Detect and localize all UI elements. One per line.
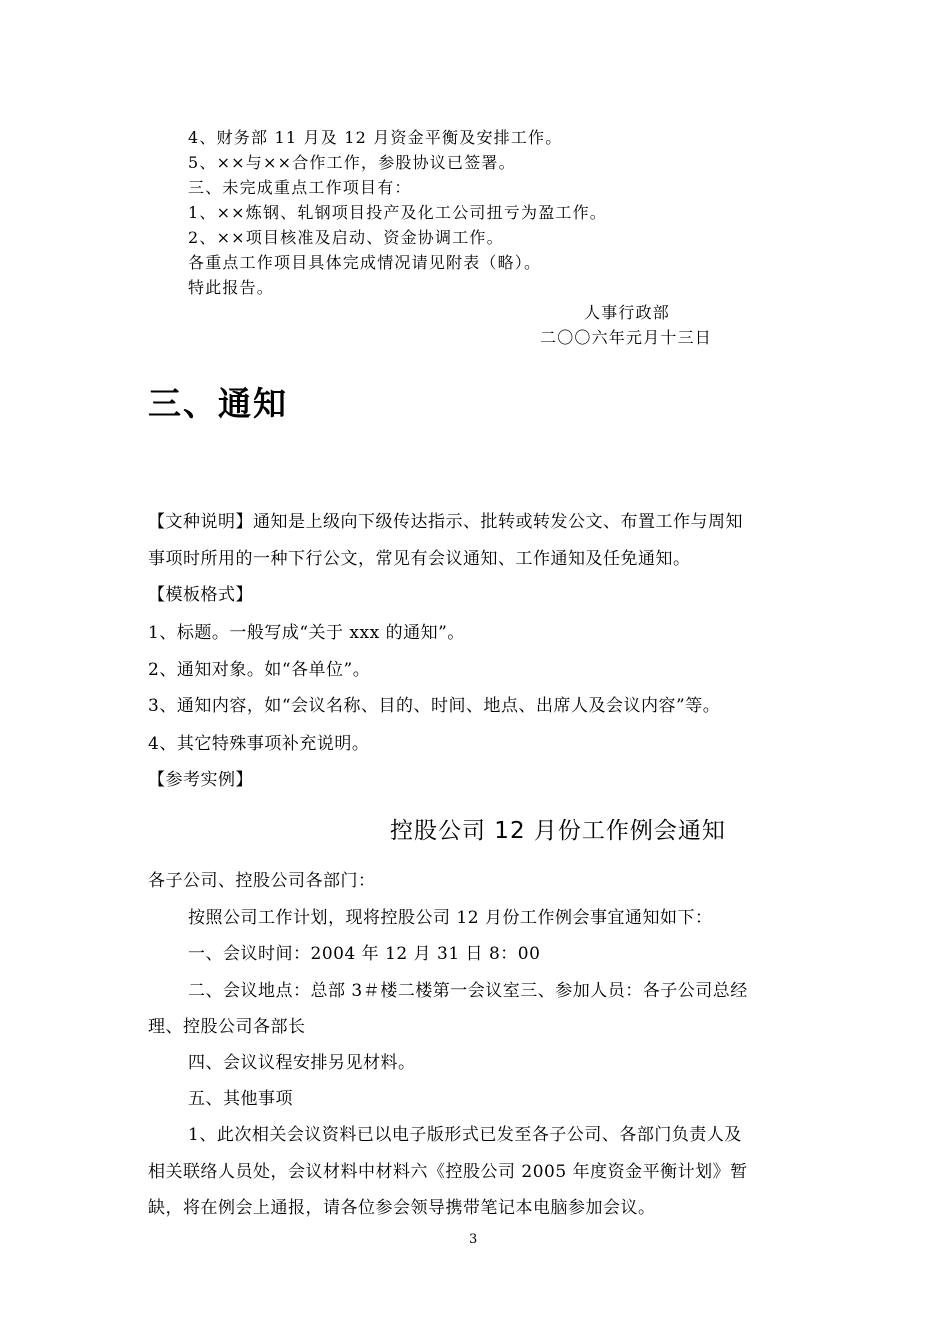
example-line: 二、会议地点：总部 3＃楼二楼第一会议室三、参加人员：各子公司总经 — [188, 981, 748, 1001]
report-line: 4、财务部 11 月及 12 月资金平衡及安排工作。 — [188, 128, 563, 147]
template-item: 4、其它特殊事项补充说明。 — [148, 734, 370, 754]
report-closing: 特此报告。 — [188, 278, 275, 297]
example-line: 理、控股公司各部长 — [148, 1017, 306, 1037]
example-title: 控股公司 12 月份工作例会通知 — [390, 818, 726, 844]
signature-department: 人事行政部 — [584, 303, 671, 322]
page-number: 3 — [469, 1232, 478, 1247]
template-item: 3、通知内容，如“会议名称、目的、时间、地点、出席人及会议内容”等。 — [148, 696, 721, 716]
example-line: 一、会议时间：2004 年 12 月 31 日 8：00 — [188, 944, 541, 964]
example-line: 相关联络人员处，会议材料中材料六《控股公司 2005 年度资金平衡计划》暂 — [148, 1162, 748, 1182]
example-line: 按照公司工作计划，现将控股公司 12 月份工作例会事宜通知如下： — [188, 908, 713, 928]
report-line: 5、××与××合作工作，参股协议已签署。 — [188, 153, 516, 172]
report-line: 2、××项目核准及启动、资金协调工作。 — [188, 228, 504, 247]
example-line: 1、此次相关会议资料已以电子版形式已发至各子公司、各部门负责人及 — [188, 1125, 742, 1145]
explanation-line: 【文种说明】通知是上级向下级传达指示、批转或转发公文、布置工作与周知 — [148, 512, 743, 532]
example-line: 缺，将在例会上通报，请各位参会领导携带笔记本电脑参加会议。 — [148, 1198, 656, 1218]
template-item: 1、标题。一般写成“关于 xxx 的通知”。 — [148, 623, 465, 643]
example-line: 四、会议议程安排另见材料。 — [188, 1053, 416, 1073]
example-recipients: 各子公司、控股公司各部门： — [148, 871, 376, 891]
report-line: 1、××炼钢、轧钢项目投产及化工公司扭亏为盈工作。 — [188, 203, 607, 222]
example-label: 【参考实例】 — [148, 770, 253, 790]
template-label: 【模板格式】 — [148, 585, 253, 605]
signature-date: 二〇〇六年元月十三日 — [540, 328, 713, 347]
example-line: 五、其他事项 — [188, 1089, 293, 1109]
section-heading: 三、通知 — [148, 384, 288, 423]
report-line: 各重点工作项目具体完成情况请见附表（略）。 — [188, 253, 542, 272]
explanation-line: 事项时所用的一种下行公文，常见有会议通知、工作通知及任免通知。 — [148, 549, 691, 569]
template-item: 2、通知对象。如“各单位”。 — [148, 660, 371, 680]
report-line: 三、未完成重点工作项目有： — [188, 178, 412, 197]
